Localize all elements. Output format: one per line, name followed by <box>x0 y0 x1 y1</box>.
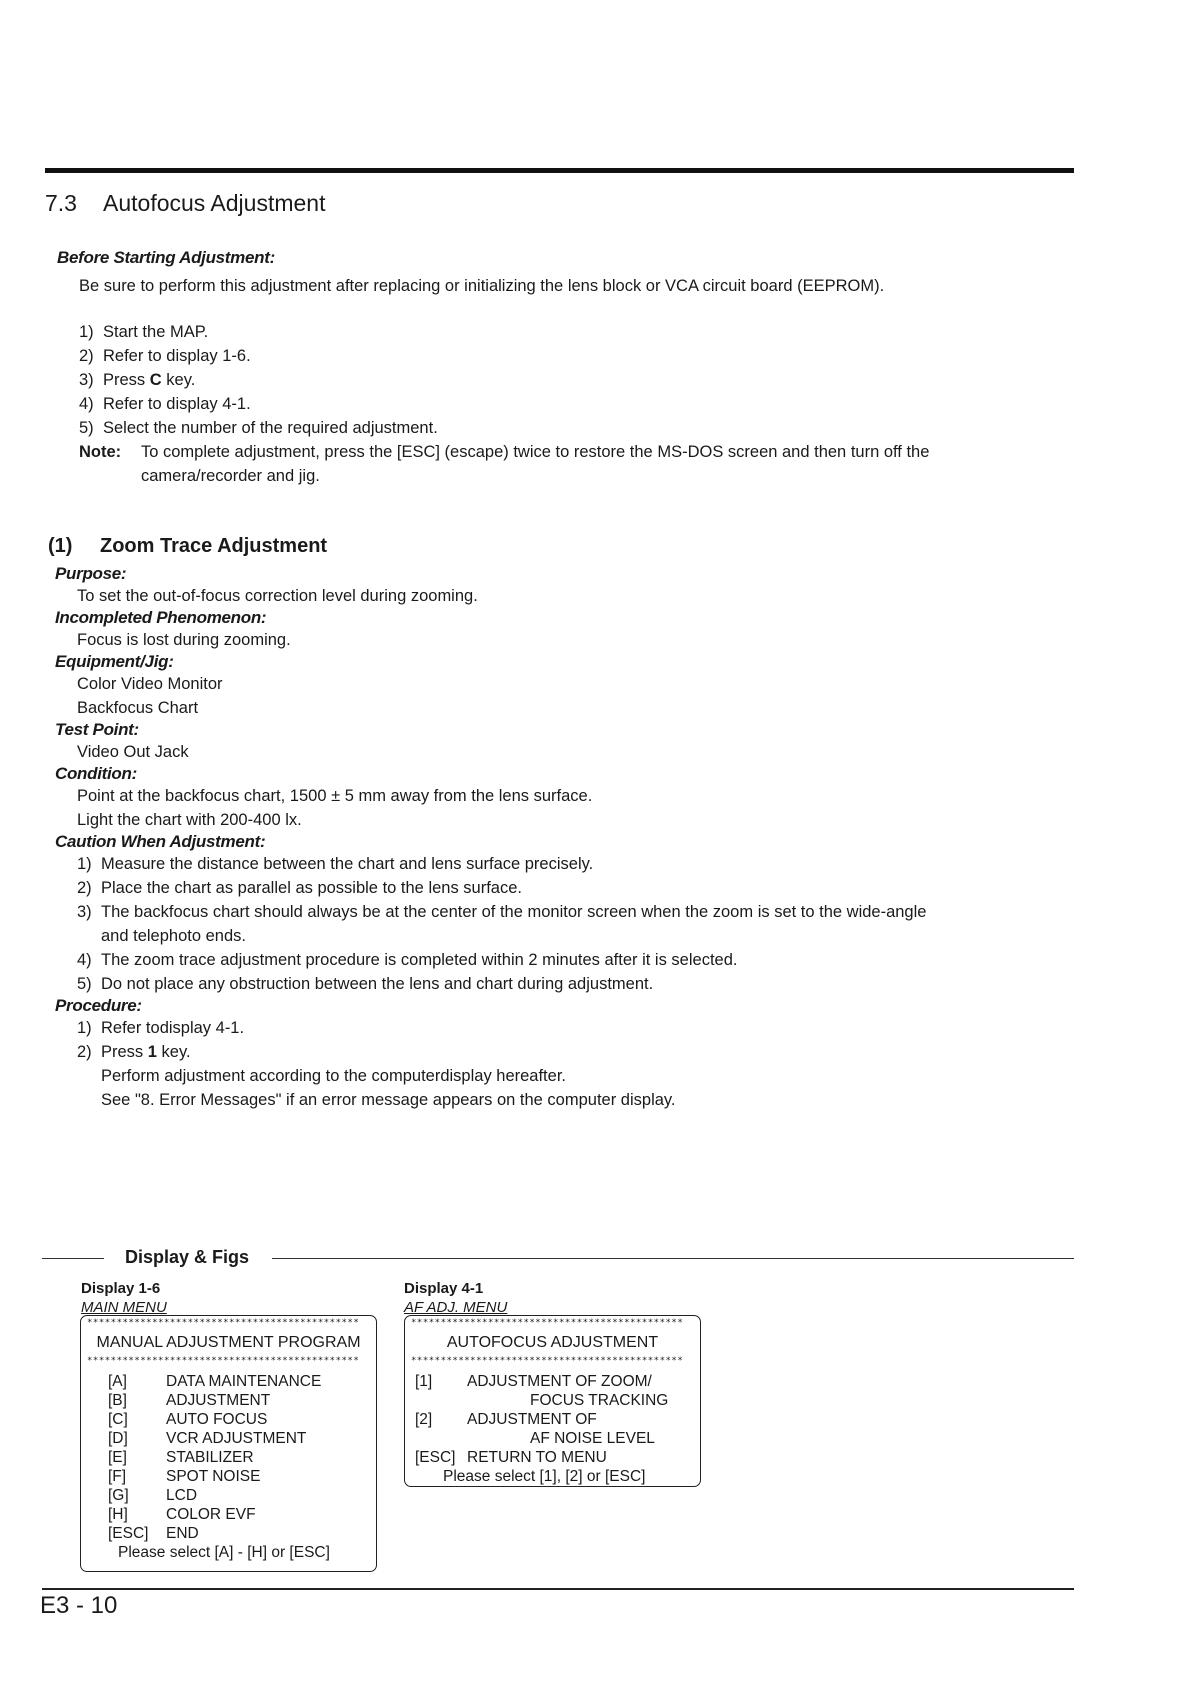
figs-rule-left <box>42 1258 104 1259</box>
stars-divider: ********************************************** <box>411 1318 684 1328</box>
display-1-6-prompt: Please select [A] - [H] or [ESC] <box>118 1544 330 1561</box>
section-title <box>45 190 325 217</box>
list-item: 1) Measure the distance between the chart and lens surface precisely. <box>77 855 594 873</box>
display-1-6-box <box>80 1315 377 1572</box>
top-rule <box>45 168 1074 173</box>
equipment-item: Color Video Monitor <box>77 675 223 693</box>
incomplete-text: Focus is lost during zooming. <box>77 631 291 649</box>
caution-heading: Caution When Adjustment: <box>55 832 266 851</box>
menu-items <box>81 1372 376 1543</box>
menu-item: [ESC] RETURN TO MENU <box>415 1449 607 1466</box>
condition-heading: Condition: <box>55 764 137 783</box>
display-4-1-box <box>404 1315 701 1487</box>
display-4-1-title: AUTOFOCUS ADJUSTMENT <box>446 1334 659 1351</box>
list-item: 2) Press 1 key. Perform adjustment according to the computerdisplay hereafter. See "8. Error Messages" if an error message appears on the computer display. <box>77 1043 676 1109</box>
list-item: 4) Refer to display 4-1. <box>79 395 251 413</box>
section-title-text: Autofocus Adjustment <box>103 190 326 216</box>
bottom-rule <box>42 1588 1074 1590</box>
condition-text: Point at the backfocus chart, 1500 ± 5 mm away from the lens surface. <box>77 787 593 805</box>
before-text: Be sure to perform this adjustment after replacing or initializing the lens block or VCA circuit board (EEPROM). <box>79 277 885 295</box>
menu-item-cont: AF NOISE LEVEL <box>530 1430 655 1447</box>
list-item: 3) The backfocus chart should always be at the center of the monitor screen when the zoom is set to the wide-angle and telephoto ends. <box>77 903 927 945</box>
condition-text: Light the chart with 200-400 lx. <box>77 811 302 829</box>
display-4-1-subtitle: AF ADJ. MENU <box>404 1299 508 1316</box>
menu-item: [H] COLOR EVF <box>108 1506 256 1523</box>
menu-item: [B] ADJUSTMENT <box>108 1392 271 1409</box>
equipment-item: Backfocus Chart <box>77 699 199 717</box>
list-item: 4) The zoom trace adjustment procedure is completed within 2 minutes after it is selected. <box>77 951 738 969</box>
menu-items <box>405 1372 700 1467</box>
test-point-text: Video Out Jack <box>77 743 189 761</box>
display-4-1-label: Display 4-1 <box>404 1280 484 1297</box>
menu-item-cont: FOCUS TRACKING <box>530 1392 669 1409</box>
equipment-heading: Equipment/Jig: <box>55 652 174 671</box>
menu-item: [1] ADJUSTMENT OF ZOOM/ <box>415 1373 652 1390</box>
menu-item: [E] STABILIZER <box>108 1449 254 1466</box>
figs-title: Display & Figs <box>125 1247 250 1267</box>
before-heading-block <box>57 248 275 268</box>
before-heading: Before Starting Adjustment: <box>57 248 275 267</box>
menu-item: [2] ADJUSTMENT OF <box>415 1411 597 1428</box>
test-point-heading: Test Point: <box>55 720 139 739</box>
list-item: 2) Place the chart as parallel as possible to the lens surface. <box>77 879 522 897</box>
purpose-text: To set the out-of-focus correction level during zooming. <box>77 587 478 605</box>
purpose-heading: Purpose: <box>55 564 127 583</box>
figs-rule-right <box>272 1258 1074 1259</box>
menu-item: [G] LCD <box>108 1487 198 1504</box>
menu-item: [F] SPOT NOISE <box>108 1468 261 1485</box>
zoom-trace-title: (1) Zoom Trace Adjustment <box>48 535 328 557</box>
procedure-list <box>55 1016 1035 1112</box>
menu-item: [D] VCR ADJUSTMENT <box>108 1430 307 1447</box>
list-item: 2) Refer to display 1-6. <box>79 347 251 365</box>
display-4-1-prompt: Please select [1], [2] or [ESC] <box>443 1468 646 1485</box>
zoom-trace-body <box>55 564 1035 1112</box>
display-1-6-label: Display 1-6 <box>81 1280 161 1297</box>
display-1-6-subtitle: MAIN MENU <box>81 1299 167 1316</box>
list-item: 1) Refer todisplay 4-1. <box>77 1019 245 1037</box>
stars-divider: ********************************************** <box>87 1356 360 1366</box>
stars-divider: ********************************************** <box>87 1318 360 1328</box>
menu-item: [A] DATA MAINTENANCE <box>108 1373 322 1390</box>
stars-divider: ********************************************** <box>411 1356 684 1366</box>
procedure-heading: Procedure: <box>55 996 142 1015</box>
list-item: 5) Do not place any obstruction between the lens and chart during adjustment. <box>77 975 654 993</box>
menu-item: [C] AUTO FOCUS <box>108 1411 268 1428</box>
section-number: 7.3 <box>45 190 77 216</box>
display-1-6-title: MANUAL ADJUSTMENT PROGRAM <box>96 1334 361 1351</box>
caution-list <box>55 852 1035 996</box>
list-item: 5) Select the number of the required adjustment. <box>79 419 438 437</box>
list-item: 3) Press C key. <box>79 371 196 389</box>
steps-list <box>79 320 1039 488</box>
note: Note: To complete adjustment, press the [ESC] (escape) twice to restore the MS-DOS screen and then turn off the camera/recorder and jig. <box>79 443 930 485</box>
list-item: 1) Start the MAP. <box>79 323 209 341</box>
incomplete-heading: Incompleted Phenomenon: <box>55 608 267 627</box>
menu-item: [ESC] END <box>108 1525 199 1542</box>
page-number: E3 - 10 <box>40 1592 118 1619</box>
